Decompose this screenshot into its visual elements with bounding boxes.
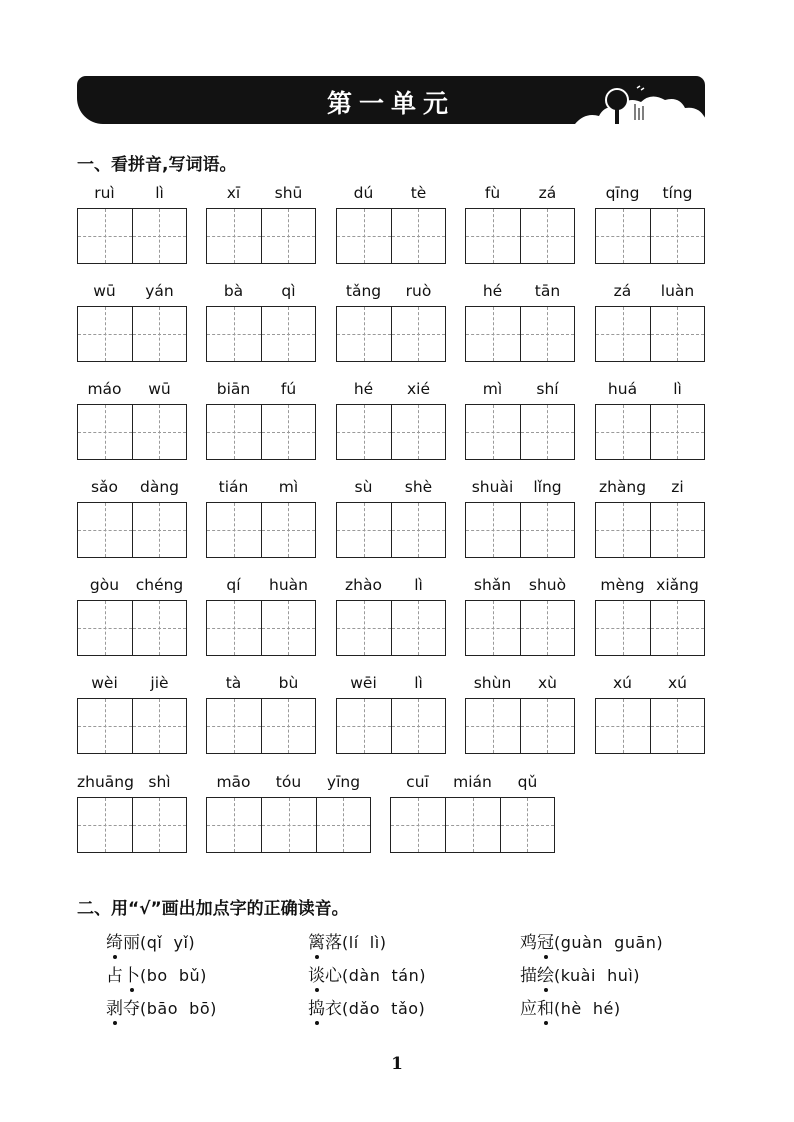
pinyin-label: tǎng <box>345 282 382 300</box>
writing-grid[interactable] <box>336 306 446 362</box>
writing-grid[interactable] <box>595 698 705 754</box>
item-word <box>106 961 140 986</box>
item-word-text: 篱落 <box>308 933 342 953</box>
writing-grid[interactable] <box>336 600 446 656</box>
writing-cell[interactable] <box>520 405 574 459</box>
reading-item <box>520 961 640 986</box>
writing-cell[interactable] <box>391 307 445 361</box>
writing-cell[interactable] <box>78 307 132 361</box>
writing-cell[interactable] <box>520 601 574 655</box>
writing-cell[interactable] <box>650 405 704 459</box>
item-word <box>106 928 140 953</box>
tree-cloud-decoration-icon <box>575 74 705 128</box>
writing-cell[interactable] <box>596 699 650 753</box>
pinyin-label: fù <box>484 184 501 202</box>
writing-cell[interactable] <box>650 601 704 655</box>
pinyin-label: gòu <box>89 576 120 594</box>
pronunciation-options[interactable]: (lí lì) <box>342 933 387 952</box>
writing-cell[interactable] <box>207 699 261 753</box>
pinyin-label: xú <box>613 674 632 692</box>
pinyin-label: tà <box>225 674 242 692</box>
reading-item <box>308 994 425 1019</box>
writing-cell[interactable] <box>520 699 574 753</box>
pinyin-label: mì <box>482 380 503 398</box>
pinyin-label: sǎo <box>90 478 119 496</box>
writing-grid[interactable] <box>336 404 446 460</box>
writing-grid[interactable] <box>336 698 446 754</box>
writing-cell[interactable] <box>78 798 132 852</box>
pinyin-label: wēi <box>350 674 377 692</box>
writing-grid[interactable] <box>390 797 555 853</box>
pronunciation-options[interactable]: (dǎo tǎo) <box>342 999 426 1018</box>
pinyin-label: tíng <box>662 184 693 202</box>
pinyin-label: ruì <box>94 184 115 202</box>
pronunciation-options[interactable]: (dàn tán) <box>342 966 426 985</box>
pinyin-label: xié <box>406 380 430 398</box>
pinyin-label: bù <box>278 674 299 692</box>
writing-cell[interactable] <box>445 798 499 852</box>
writing-grid[interactable] <box>77 404 187 460</box>
pinyin-label: yán <box>145 282 174 300</box>
pronunciation-options[interactable]: (bo bǔ) <box>140 966 207 985</box>
pinyin-label: wū <box>148 380 171 398</box>
writing-cell[interactable] <box>391 405 445 459</box>
writing-cell[interactable] <box>520 503 574 557</box>
pinyin-label: fú <box>280 380 297 398</box>
section1-title: 一、看拼音,写词语。 <box>77 155 237 175</box>
item-word-text: 应和 <box>520 999 554 1019</box>
item-word-text: 描绘 <box>520 966 554 986</box>
writing-cell[interactable] <box>466 699 520 753</box>
pinyin-label: shǎn <box>473 576 512 594</box>
pronunciation-options[interactable]: (hè hé) <box>554 999 621 1018</box>
writing-grid[interactable] <box>206 600 316 656</box>
pinyin-label: qì <box>281 282 296 300</box>
writing-cell[interactable] <box>132 209 186 263</box>
writing-grid[interactable] <box>595 306 705 362</box>
pinyin-label: zhuāng <box>77 773 134 791</box>
writing-grid[interactable] <box>336 502 446 558</box>
writing-cell[interactable] <box>78 209 132 263</box>
writing-cell[interactable] <box>337 209 391 263</box>
writing-cell[interactable] <box>261 503 315 557</box>
writing-cell[interactable] <box>78 699 132 753</box>
pinyin-label: wū <box>93 282 116 300</box>
reading-item <box>520 994 621 1019</box>
item-word <box>520 961 554 986</box>
pinyin-label: mì <box>278 478 299 496</box>
pinyin-label: ruò <box>405 282 432 300</box>
pinyin-label: lì <box>414 674 423 692</box>
writing-cell[interactable] <box>261 798 315 852</box>
writing-cell[interactable] <box>337 405 391 459</box>
pinyin-label: qí <box>226 576 241 594</box>
writing-cell[interactable] <box>650 307 704 361</box>
writing-cell[interactable] <box>466 601 520 655</box>
writing-grid[interactable] <box>206 404 316 460</box>
pinyin-label: sù <box>354 478 373 496</box>
emphasis-dot-icon <box>544 1021 548 1025</box>
writing-cell[interactable] <box>650 503 704 557</box>
pinyin-label: qǔ <box>517 773 538 791</box>
pinyin-label: luàn <box>660 282 695 300</box>
unit-title: 第一单元 <box>326 89 455 118</box>
pinyin-label: jiè <box>150 674 169 692</box>
writing-cell[interactable] <box>207 307 261 361</box>
writing-cell[interactable] <box>261 601 315 655</box>
item-word <box>308 994 342 1019</box>
writing-grid[interactable] <box>206 208 316 264</box>
writing-cell[interactable] <box>78 405 132 459</box>
writing-grid[interactable] <box>595 208 705 264</box>
pinyin-label: lǐng <box>533 478 562 496</box>
writing-grid[interactable] <box>465 404 575 460</box>
writing-cell[interactable] <box>391 699 445 753</box>
writing-cell[interactable] <box>207 601 261 655</box>
pinyin-label: māo <box>216 773 251 791</box>
pinyin-label: dú <box>353 184 374 202</box>
writing-grid[interactable] <box>595 600 705 656</box>
emphasis-dot-icon <box>113 1021 117 1025</box>
writing-cell[interactable] <box>596 209 650 263</box>
writing-cell[interactable] <box>391 503 445 557</box>
writing-grid[interactable] <box>465 502 575 558</box>
writing-cell[interactable] <box>337 307 391 361</box>
writing-cell[interactable] <box>596 601 650 655</box>
item-word-text: 鸡冠 <box>520 933 554 953</box>
pinyin-label: lì <box>155 184 164 202</box>
writing-cell[interactable] <box>500 798 554 852</box>
item-word <box>308 961 342 986</box>
pinyin-label: máo <box>87 380 122 398</box>
item-word-text: 占卜 <box>106 966 140 986</box>
pinyin-label: shū <box>274 184 303 202</box>
writing-cell[interactable] <box>132 798 186 852</box>
writing-grid[interactable] <box>465 698 575 754</box>
unit-banner <box>77 76 705 124</box>
reading-item <box>308 928 386 953</box>
writing-cell[interactable] <box>596 307 650 361</box>
reading-item <box>520 928 663 953</box>
pinyin-label: zá <box>613 282 632 300</box>
writing-cell[interactable] <box>466 307 520 361</box>
writing-grid[interactable] <box>206 698 316 754</box>
emphasis-dot-icon <box>544 955 548 959</box>
writing-cell[interactable] <box>261 405 315 459</box>
writing-cell[interactable] <box>261 699 315 753</box>
pinyin-label: xù <box>538 674 557 692</box>
writing-cell[interactable] <box>520 209 574 263</box>
item-word-text: 剥夺 <box>106 999 140 1019</box>
writing-cell[interactable] <box>391 798 445 852</box>
writing-cell[interactable] <box>132 699 186 753</box>
pinyin-label: lì <box>414 576 423 594</box>
emphasis-dot-icon <box>130 988 134 992</box>
page-number: 1 <box>391 1054 403 1074</box>
writing-cell[interactable] <box>132 601 186 655</box>
pinyin-label: mián <box>453 773 492 791</box>
writing-grid[interactable] <box>206 306 316 362</box>
pinyin-label: tān <box>534 282 561 300</box>
pinyin-label: mèng <box>600 576 645 594</box>
pinyin-label: shè <box>404 478 433 496</box>
writing-grid[interactable] <box>595 404 705 460</box>
writing-cell[interactable] <box>520 307 574 361</box>
pinyin-label: dàng <box>140 478 179 496</box>
pinyin-label: shuài <box>471 478 514 496</box>
item-word <box>106 994 140 1019</box>
emphasis-dot-icon <box>315 988 319 992</box>
pinyin-label: qīng <box>605 184 640 202</box>
writing-cell[interactable] <box>337 503 391 557</box>
writing-cell[interactable] <box>337 601 391 655</box>
pronunciation-options[interactable]: (bāo bō) <box>140 999 217 1018</box>
pinyin-label: biān <box>216 380 251 398</box>
writing-cell[interactable] <box>596 405 650 459</box>
pinyin-label: wèi <box>91 674 118 692</box>
writing-grid[interactable] <box>77 698 187 754</box>
writing-grid[interactable] <box>77 600 187 656</box>
pinyin-label: zá <box>538 184 557 202</box>
emphasis-dot-icon <box>315 1021 319 1025</box>
emphasis-dot-icon <box>544 988 548 992</box>
writing-cell[interactable] <box>132 405 186 459</box>
writing-cell[interactable] <box>466 209 520 263</box>
pinyin-label: chéng <box>135 576 184 594</box>
writing-cell[interactable] <box>466 503 520 557</box>
writing-cell[interactable] <box>132 307 186 361</box>
item-word-text: 捣衣 <box>308 999 342 1019</box>
pinyin-label: tóu <box>275 773 302 791</box>
writing-grid[interactable] <box>77 502 187 558</box>
item-word <box>520 928 554 953</box>
pinyin-label: zhào <box>345 576 382 594</box>
pinyin-label: xī <box>226 184 241 202</box>
pinyin-label: shí <box>536 380 559 398</box>
pinyin-label: xú <box>668 674 687 692</box>
pinyin-label: cuī <box>406 773 429 791</box>
pinyin-label: bà <box>223 282 244 300</box>
writing-cell[interactable] <box>391 209 445 263</box>
emphasis-dot-icon <box>113 955 117 959</box>
writing-grid[interactable] <box>77 306 187 362</box>
pinyin-label: shì <box>148 773 171 791</box>
pronunciation-options[interactable]: (qǐ yǐ) <box>140 933 196 952</box>
pronunciation-options[interactable]: (kuài huì) <box>554 966 641 985</box>
pinyin-label: zhàng <box>598 478 647 496</box>
writing-grid[interactable] <box>465 306 575 362</box>
writing-grid[interactable] <box>206 797 371 853</box>
pinyin-label: hé <box>353 380 374 398</box>
pinyin-label: xiǎng <box>656 576 699 594</box>
writing-cell[interactable] <box>466 405 520 459</box>
writing-cell[interactable] <box>207 798 261 852</box>
reading-item <box>106 994 217 1019</box>
item-word-text: 绮丽 <box>106 933 140 953</box>
writing-cell[interactable] <box>391 601 445 655</box>
section2-title: 二、用“√”画出加点字的正确读音。 <box>77 899 349 919</box>
writing-cell[interactable] <box>337 699 391 753</box>
reading-item <box>308 961 426 986</box>
emphasis-dot-icon <box>315 955 319 959</box>
writing-grid[interactable] <box>77 797 187 853</box>
item-word <box>520 994 554 1019</box>
pronunciation-options[interactable]: (guàn guān) <box>554 933 664 952</box>
pinyin-label: yīng <box>326 773 361 791</box>
writing-grid[interactable] <box>206 502 316 558</box>
reading-item <box>106 928 195 953</box>
item-word <box>308 928 342 953</box>
writing-grid[interactable] <box>77 208 187 264</box>
pinyin-label: huàn <box>269 576 308 594</box>
writing-cell[interactable] <box>650 699 704 753</box>
item-word-text: 谈心 <box>308 966 342 986</box>
pinyin-label: tè <box>410 184 427 202</box>
pinyin-label: zi <box>671 478 684 496</box>
writing-grid[interactable] <box>465 600 575 656</box>
writing-cell[interactable] <box>132 503 186 557</box>
writing-grid[interactable] <box>465 208 575 264</box>
writing-cell[interactable] <box>650 209 704 263</box>
writing-cell[interactable] <box>78 601 132 655</box>
writing-cell[interactable] <box>207 405 261 459</box>
writing-grid[interactable] <box>595 502 705 558</box>
writing-cell[interactable] <box>596 503 650 557</box>
pinyin-label: shùn <box>473 674 512 692</box>
pinyin-label: huá <box>607 380 638 398</box>
pinyin-label: shuò <box>528 576 567 594</box>
writing-cell[interactable] <box>207 209 261 263</box>
pinyin-label: tián <box>218 478 249 496</box>
writing-cell[interactable] <box>261 209 315 263</box>
reading-item <box>106 961 207 986</box>
pinyin-label: lì <box>673 380 682 398</box>
writing-cell[interactable] <box>316 798 370 852</box>
pinyin-label: hé <box>482 282 503 300</box>
writing-cell[interactable] <box>78 503 132 557</box>
writing-cell[interactable] <box>207 503 261 557</box>
writing-cell[interactable] <box>261 307 315 361</box>
writing-grid[interactable] <box>336 208 446 264</box>
